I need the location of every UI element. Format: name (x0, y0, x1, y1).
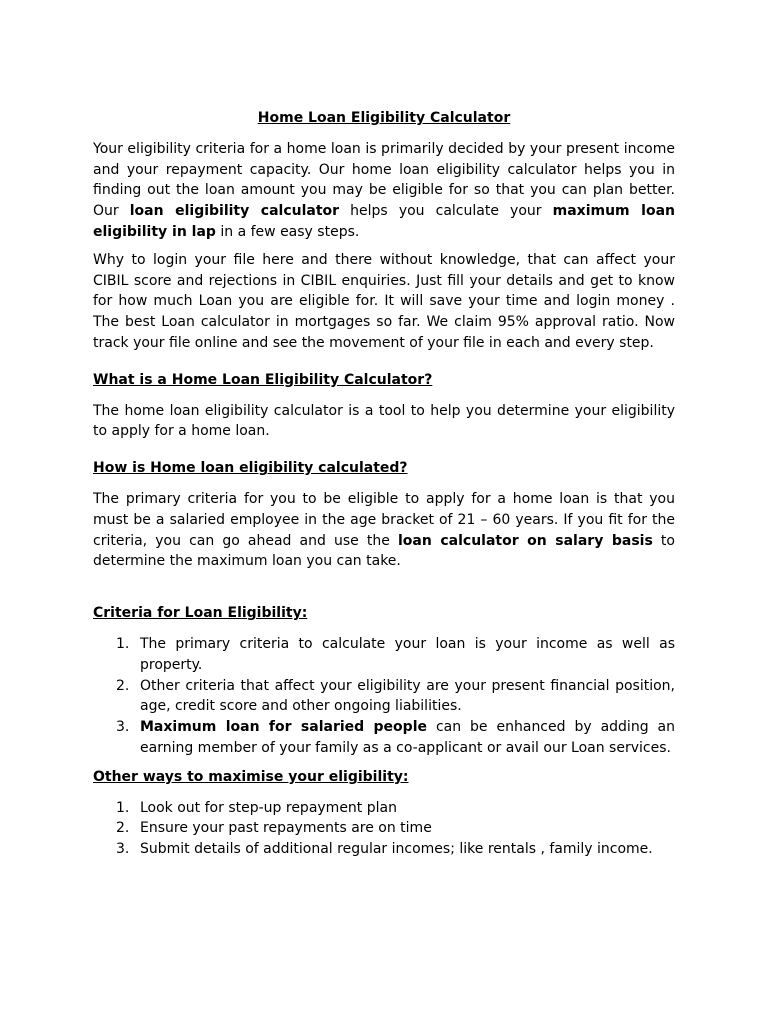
how-text-1: The primary criteria for you to be eligible to apply for a home loan is that you must be a salaried employee in the age bracket of 21 – 60 years. If you fit for the criteria, you can go ahead and use the (93, 490, 675, 549)
list-item: 2. Other criteria that affect your eligibility are your present financial position, age, credit score and other ongoing liabilities. (116, 677, 675, 715)
list-item: 1. The primary criteria to calculate your loan is your income as well as property. (116, 635, 675, 673)
intro-bold-2: maximum loan eligibility in lap (93, 203, 676, 240)
intro-paragraph (93, 139, 675, 243)
document-title: Home Loan Eligibility Calculator (257, 110, 511, 126)
what-paragraph: The home loan eligibility calculator is a tool to help you determine your eligibility to apply for a home loan. (93, 402, 675, 440)
other-ways-heading: Other ways to maximise your eligibility: (93, 768, 409, 785)
criteria-list (93, 634, 675, 759)
how-text-2: to determine the maximum loan you can take. (93, 532, 675, 570)
how-bold-1: loan calculator on salary basis (397, 532, 653, 549)
intro-text-3: in a few easy steps. (215, 223, 360, 240)
intro-text-1: Your eligibility criteria for a home loan is primarily decided by your present income and your repayment capacity. Our home loan eligibility calculator helps you in finding out the loan amount you may be eligible for so that you can plan better. Our (93, 140, 675, 220)
list-item: 1. Look out for step-up repayment plan (116, 799, 397, 816)
other-ways-list (93, 798, 675, 860)
list-item: 3. Maximum loan for salaried people can be enhanced by adding an earning member of your family as a co-applicant or avail our Loan services. (116, 719, 675, 756)
document-page (93, 108, 675, 868)
how-heading: How is Home loan eligibility calculated? (93, 460, 408, 477)
intro-bold-1: loan eligibility calculator (129, 203, 340, 220)
what-heading: What is a Home Loan Eligibility Calculator? (93, 371, 433, 388)
intro-text-2: helps you calculate your (339, 203, 553, 220)
why-paragraph: Why to login your file here and there without knowledge, that can affect your CIBIL score and rejections in CIBIL enquiries. Just fill your details and get to know for how much Loan you are eligible for. It will save your time and login money . The best Loan calculator in mortgages so far. We claim 95% approval ratio. Now track your file online and see the movement of your file in each and every step. (93, 251, 675, 351)
how-paragraph (93, 489, 675, 572)
list-item: 3. Submit details of additional regular incomes; like rentals , family income. (116, 841, 653, 858)
list-item: 2. Ensure your past repayments are on time (116, 820, 432, 837)
criteria-heading: Criteria for Loan Eligibility: (93, 605, 308, 622)
